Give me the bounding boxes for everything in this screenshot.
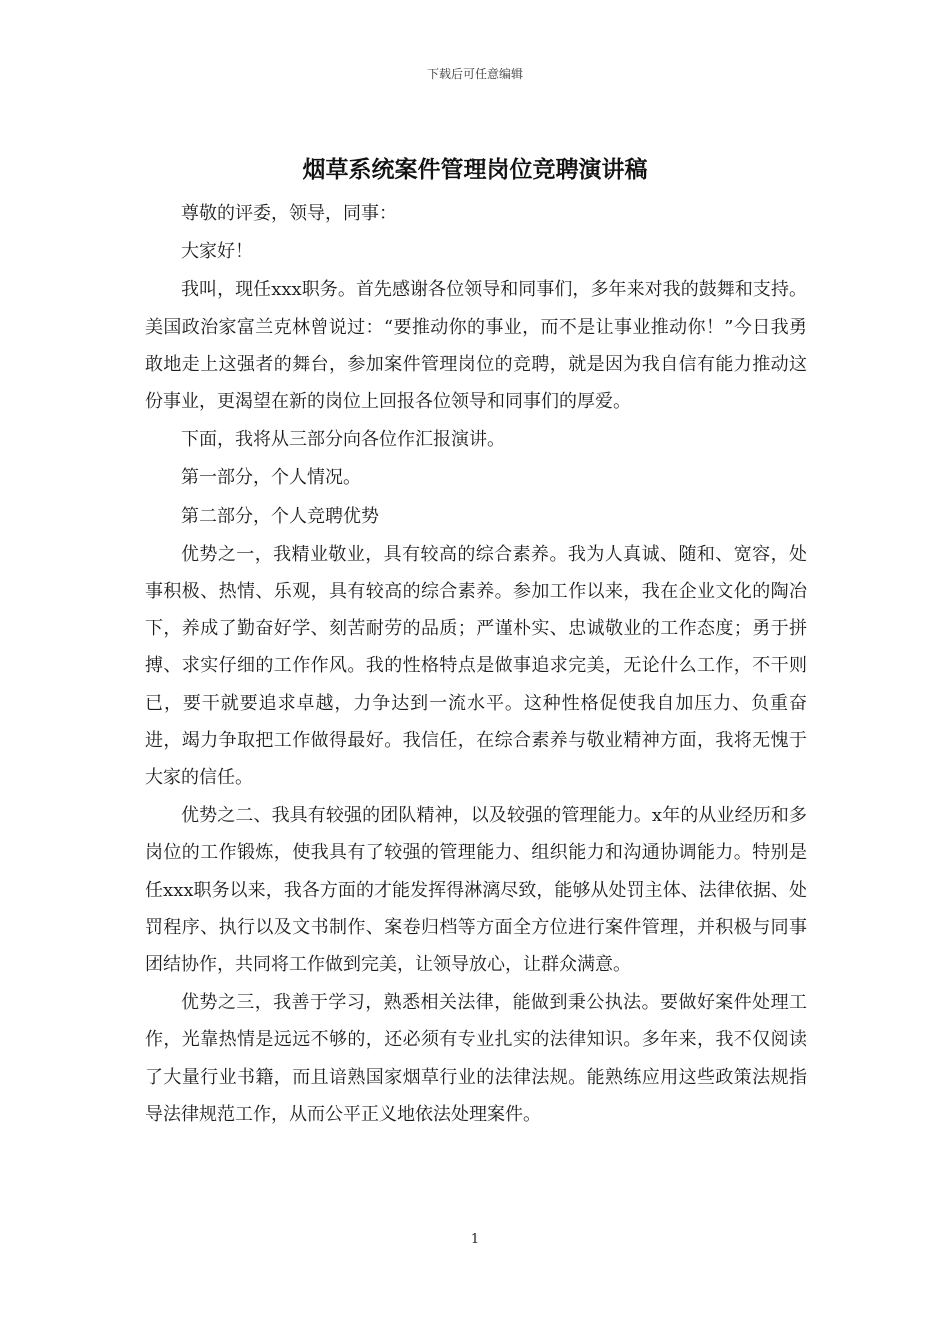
advantage-one-paragraph: 优势之一，我精业敬业，具有较高的综合素养。我为人真诚、随和、宽容，处事积极、热情、乐观，具有较高的综合素养。参加工作以来，我在企业文化的陶冶下，养成了勤奋好学、刻苦耐劳的品质；严谨朴实、忠诚敬业的工作态度；勇于拼搏、求实仔细的工作作风。我的性格特点是做事追求完美，无论什么工作，不干则已，要干就要追求卓越，力争达到一流水平。这种性格促使我自加压力、负重奋进，竭力争取把工作做得最好。我信任，在综合素养与敬业精神方面，我将无愧于大家的信任。 [145,543,807,789]
part-two-heading: 第二部分，个人竞聘优势 [181,505,379,527]
part-one-heading: 第一部分，个人情况。 [181,467,361,489]
salutation: 尊敬的评委，领导，同事： [181,203,397,224]
advantage-three-paragraph: 优势之三，我善于学习，熟悉相关法律，能做到秉公执法。要做好案件处理工作，光靠热情是远远不够的，还必须有专业扎实的法律知识。多年来，我不仅阅读了大量行业书籍，而且谙熟国家烟草行业的法律法规。能熟练应用这些政策法规指导法律规范工作，从而公平正义地依法处理案件。 [145,992,807,1125]
outline-paragraph: 下面，我将从三部分向各位作汇报演讲。 [181,429,505,451]
advantage-two-paragraph: 优势之二、我具有较强的团队精神，以及较强的管理能力。x年的从业经历和多岗位的工作锻炼，使我具有了较强的管理能力、组织能力和沟通协调能力。特别是任xxx职务以来，我各方面的才能发挥得淋漓尽致，能够从处罚主体、法律依据、处罚程序、执行以及文书制作、案卷归档等方面全方位进行案件管理，并积极与同事团结协作，共同将工作做到完美，让领导放心，让群众满意。 [145,805,807,976]
page-header: 下载后可任意编辑 [426,67,523,81]
greeting: 大家好！ [181,241,253,263]
document-body [145,195,807,1134]
introduction-paragraph: 我叫，现任xxx职务。首先感谢各位领导和同事们，多年来对我的鼓舞和支持。美国政治家富兰克林曾说过：“要推动你的事业，而不是让事业推动你！”今日我勇敢地走上这强者的舞台，参加案件管理岗位的竞聘，就是因为我自信有能力推动这份事业，更渴望在新的岗位上回报各位领导和同事们的厚爱。 [145,279,807,413]
document-title: 烟草系统案件管理岗位竞聘演讲稿 [302,156,648,183]
page-number: 1 [470,1232,480,1247]
